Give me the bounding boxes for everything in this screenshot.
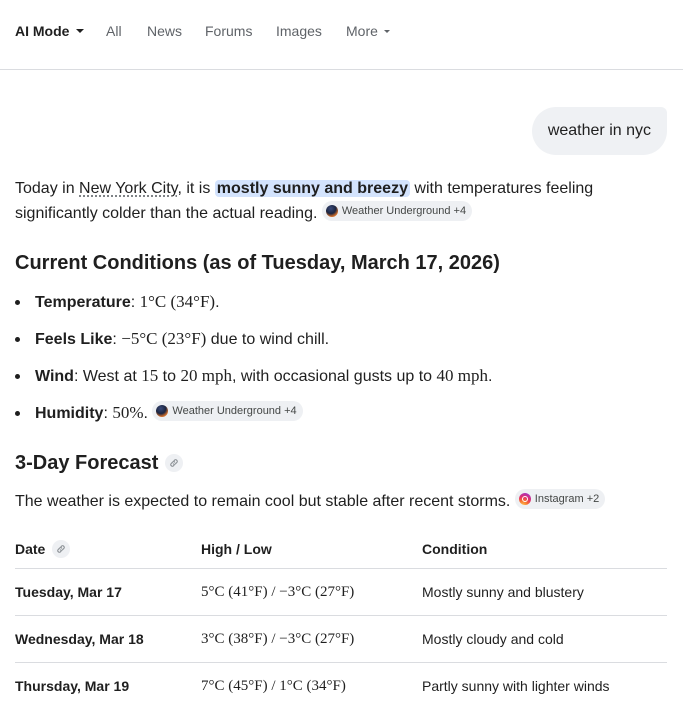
source-chip-label: Instagram +2 [534, 493, 600, 505]
tab-label: Forums [205, 23, 253, 39]
link-icon [169, 458, 179, 468]
cell-high-low: 5°C (41°F) / −3°C (27°F) [201, 569, 422, 616]
cell-condition: Mostly cloudy and cold [422, 616, 667, 663]
item-text: . [488, 368, 493, 385]
entity-link-new-york-city[interactable]: New York City [79, 180, 178, 197]
list-item-temperature [15, 290, 492, 327]
weather-underground-favicon-icon [156, 405, 168, 417]
current-conditions-list [15, 290, 492, 438]
source-chip[interactable] [152, 401, 302, 421]
tab-images[interactable] [276, 23, 322, 39]
item-text: , with occasional gusts up to [231, 368, 437, 385]
cell-date: Thursday, Mar 19 [15, 678, 130, 694]
tab-ai-mode[interactable] [15, 23, 84, 39]
item-text: . [143, 405, 153, 422]
tab-label: AI Mode [15, 23, 70, 39]
highlighted-phrase: mostly sunny and breezy [216, 180, 408, 197]
source-chip-label: Weather Underground +4 [341, 205, 467, 217]
cell-date: Tuesday, Mar 17 [15, 569, 201, 616]
dropdown-caret-icon [76, 29, 84, 33]
dropdown-caret-icon [384, 30, 390, 33]
list-item-wind [15, 364, 492, 401]
cell-high-low: 7°C (45°F) / 1°C (34°F) [201, 677, 346, 694]
summary-text: with temperatures feeling significantly colder than the actual reading. [15, 180, 594, 222]
tab-label: More [346, 23, 378, 39]
copy-link-button[interactable] [165, 454, 183, 472]
item-text: . [215, 294, 220, 311]
search-mode-tabs [0, 0, 683, 70]
source-chip[interactable] [322, 201, 472, 221]
user-query-bubble: weather in nyc [532, 107, 667, 155]
weather-underground-favicon-icon [326, 205, 338, 217]
section-heading-3-day-forecast [15, 450, 183, 476]
item-label: Wind [35, 368, 74, 385]
instagram-favicon-icon [519, 493, 531, 505]
tab-forums[interactable] [205, 23, 252, 39]
tab-all[interactable] [106, 23, 122, 39]
tab-news[interactable] [147, 23, 182, 39]
cell-date: Wednesday, Mar 18 [15, 616, 201, 663]
item-value: 1°C (34°F) [139, 292, 216, 311]
item-text: West at [82, 368, 142, 385]
intro-text: The weather is expected to remain cool but stable after recent storms. [15, 493, 515, 510]
item-text: to [158, 368, 181, 385]
cell-high-low: 3°C (38°F) / −3°C (27°F) [201, 616, 422, 663]
table-row [15, 616, 667, 663]
table-row [15, 569, 667, 616]
item-label: Temperature [35, 294, 131, 311]
section-heading-current-conditions [15, 250, 500, 276]
item-value: 20 mph [180, 366, 232, 385]
tab-label: News [147, 23, 183, 39]
list-item-feels-like [15, 327, 492, 364]
tab-more[interactable] [346, 23, 390, 39]
source-chip[interactable] [515, 489, 606, 509]
item-value: 50% [112, 403, 144, 422]
copy-link-button[interactable] [52, 540, 70, 558]
separator: : [130, 294, 140, 311]
heading-text: 3-Day Forecast [15, 452, 159, 474]
table-row [15, 663, 667, 710]
column-header-high-low: High / Low [201, 530, 422, 569]
list-item-humidity [15, 401, 492, 438]
item-value: 15 [141, 366, 159, 385]
forecast-table [15, 530, 667, 709]
header-label: Date [15, 541, 46, 557]
cell-condition: Mostly sunny and blustery [422, 569, 667, 616]
link-icon [56, 544, 66, 554]
separator: : [112, 331, 122, 348]
column-header-condition: Condition [422, 530, 667, 569]
item-label: Humidity [35, 405, 104, 422]
item-text: due to wind chill. [206, 331, 330, 348]
item-value: 40 mph [436, 366, 488, 385]
tab-label: Images [276, 23, 322, 39]
item-value: −5°C (23°F) [121, 329, 207, 348]
answer-summary [15, 177, 670, 226]
table-header-row [15, 530, 667, 569]
forecast-intro [15, 489, 605, 514]
summary-text: , it is [177, 180, 215, 197]
item-label: Feels Like [35, 331, 113, 348]
cell-condition: Partly sunny with lighter winds [422, 678, 610, 694]
column-header-date [15, 530, 201, 569]
source-chip-label: Weather Underground +4 [172, 405, 297, 417]
tab-label: All [106, 23, 122, 39]
separator: : [73, 368, 83, 385]
summary-text: Today in [15, 180, 80, 197]
heading-text: Current Conditions (as of Tuesday, March 17, 2026) [15, 252, 500, 274]
separator: : [103, 405, 113, 422]
